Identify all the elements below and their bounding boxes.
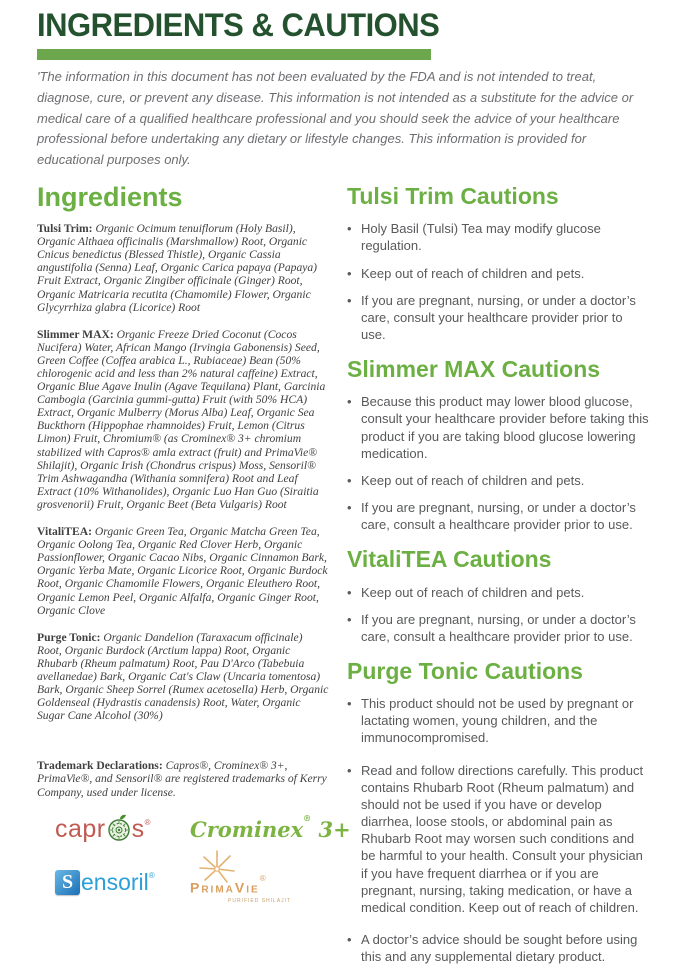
caution-bullet: • Because this product may lower blood glucose, consult your healthcare provider before taking this product if you are taking blood glucose lowering medication. [347,393,650,462]
trademark-text: Capros®, Crominex® 3+, PrimaVie®, and Sensoril® are registered trademarks of Kerry Company, used under license. [37,759,327,799]
primavie-subtext: PURIFIED SHILAJIT [228,897,292,904]
caution-section-tulsi-trim [347,184,650,343]
caution-heading: Tulsi Trim Cautions [347,183,559,210]
cautions-column [347,184,650,980]
caution-bullet: • Read and follow directions carefully. This product contains Rhubarb Root (Rheum palmatum) and should not be used if you have or develop diarrhea, loose stools, or abdominal pain as Rhubarb Root may worsen such conditions and be harmful to your health. Consult your physician if you have frequent diarrhea or if you are pregnant, nursing, taking medication, or have a medical condition. Keep out of reach of children. [347,762,650,916]
caution-bullet: • A doctor’s advice should be sought before using this and any supplemental dietary product. [347,931,650,965]
ingredient-section-tulsi-trim [37,222,330,314]
ingredient-list-text: Organic Green Tea, Organic Matcha Green Tea, Organic Oolong Tea, Organic Red Clover Herb, Organic Passionflower, Organic Cacao Nibs, Organic Cinnamon Bark, Organic Yerba Mate, Organic Licorice Root, Organic Burdock Root, Organic Chamomile Flowers, Organic Eleuthero Root, Organic Lemon Peel, Organic Alfalfa, Organic Ginger Root, Organic Clove [37,525,328,617]
crominex-3plus-text: 3+ [311,817,351,843]
ingredient-section-purge-tonic [37,631,330,723]
caution-section-vitalitea [347,547,650,645]
ingredient-section-vitalitea [37,525,330,617]
starburst-icon [196,849,238,894]
caution-bullet: • If you are pregnant, nursing, or under a doctor’s care, consult a healthcare provider prior to use. [347,611,650,645]
crominex-text: Crominex [190,817,304,843]
registered-mark: ® [148,870,155,880]
ingredient-label: VitaliTEA: [37,525,92,539]
ingredient-list-text: Organic Dandelion (Taraxacum officinale) Root, Organic Burdock (Arctium lappa) Root, Organic Rhubarb (Rheum palmatum) Root, Pau D'Arco (Tabebuia avellanedae) Bark, Organic Cat's Claw (Uncaria tomentosa) Bark, Organic Sheep Sorrel (Rumex acetosella) Herb, Organic Goldenseal (Hydrastis canadensis) Root, Water, Organic Sugar Cane Alcohol (30%) [37,630,329,723]
trademark-label: Trademark Declarations: [37,759,163,773]
fda-disclaimer-text: 'The information in this document has not been evaluated by the FDA and is not intended to treat, diagnose, cure, or prevent any disease. This information is not intended as a substitute for the advice or medical care of a qualified healthcare professional and you should seek the advice of your healthcare professional before undertaking any dietary or lifestyle changes. This information is provided for educational purposes only. [37,69,634,168]
caution-bullet-list [347,584,650,645]
primavie-logo [190,861,340,904]
caution-heading: Slimmer MAX Cautions [347,356,601,383]
ingredient-list-text: Organic Freeze Dried Coconut (Cocos Nucifera) Water, African Mango (Irvingia Gabonensis) Seed, Green Coffee (Coffea arabica L., Rubiaceae) Bean (50% chlorogenic acid and less than 2% natural caffeine) Extract, Organic Blue Agave Inulin (Agave Tequilana) Plant, Garcinia Cambogia (Garcinia gummi-gutta) Fruit (with 50% HCA) Extract, Organic Mulberry (Morus Alba) Leaf, Organic Sea Buckthorn (Hippophae rhamnoides) Fruit, Lemon (Citrus Limon) Fruit, Chromium® (as Crominex® 3+ chromium stabilized with Capros® amla extract (fruit) and PrimaVie® Shilajit), Organic Irish (Chondrus crispus) Moss, Sensoril® Trim Ashwagandha (Withania somnifera) Root and Leaf Extract (10% Withanolides), Organic Luo Han Guo (Siraitia grosvenorii) Fruit, Organic Beet (Beta Vulgaris) Root [37,327,326,511]
ingredient-label: Slimmer MAX: [37,327,114,341]
ingredients-heading: Ingredients [37,182,183,213]
caution-bullet: • If you are pregnant, nursing, or under a doctor’s care, consult your healthcare provider prior to use. [347,292,650,343]
caution-bullet: • Keep out of reach of children and pets. [347,265,650,282]
caution-heading: Purge Tonic Cautions [347,658,583,684]
brand-logos [55,813,351,904]
caution-bullet-list [347,695,650,965]
title-underline-bar [37,49,431,60]
ingredient-label: Purge Tonic: [37,630,101,644]
caution-bullet: • Keep out of reach of children and pets. [347,472,650,489]
caution-section-purge-tonic [347,659,650,965]
caution-bullet-list [347,393,650,533]
sensoril-text: ensoril [81,868,149,895]
primavie-text: PrimaVie [190,878,260,895]
registered-mark: ® [144,818,152,828]
caution-bullet: • Holy Basil (Tulsi) Tea may modify glucose regulation. [347,220,650,254]
capros-text-s: s [131,815,145,844]
caution-bullet: • If you are pregnant, nursing, or under a doctor’s care, consult a healthcare provider prior to use. [347,499,650,533]
ingredient-section-slimmer-max [37,328,330,511]
caution-bullet: • This product should not be used by pregnant or lactating women, young children, and the immunocompromised. [347,695,650,746]
caution-bullet: • Keep out of reach of children and pets. [347,584,650,601]
capros-mandala-icon [107,814,131,848]
capros-text: capr [55,815,106,844]
page-title: INGREDIENTS & CAUTIONS [37,6,440,44]
registered-mark: ® [303,813,312,824]
caution-section-slimmer-max [347,357,650,533]
crominex-logo [190,813,351,843]
caution-bullet-list [347,220,650,343]
sensoril-logo [55,869,190,896]
registered-mark: ® [259,873,266,883]
two-column-layout [37,184,650,980]
capros-logo [55,813,190,847]
ingredient-label: Tulsi Trim: [37,222,93,236]
caution-heading: VitaliTEA Cautions [347,546,552,573]
leaf-icon [120,814,126,819]
ingredient-list-text: Organic Ocimum tenuiflorum (Holy Basil), Organic Althaea officinalis (Marshmallow) Root, Organic Cnicus benedictus (Blessed Thistle), Organic Cassia angustifolia (Senna) Leaf, Organic Carica papaya (Papaya) Fruit Extract, Organic Zingiber officinale (Ginger) Root, Organic Matricaria recutita (Chamomile) Flower, Organic Glycyrrhiza glabra (Licorice) Root [37,222,318,314]
ingredients-column [37,182,351,980]
sensoril-s-box-icon: S [55,870,80,895]
